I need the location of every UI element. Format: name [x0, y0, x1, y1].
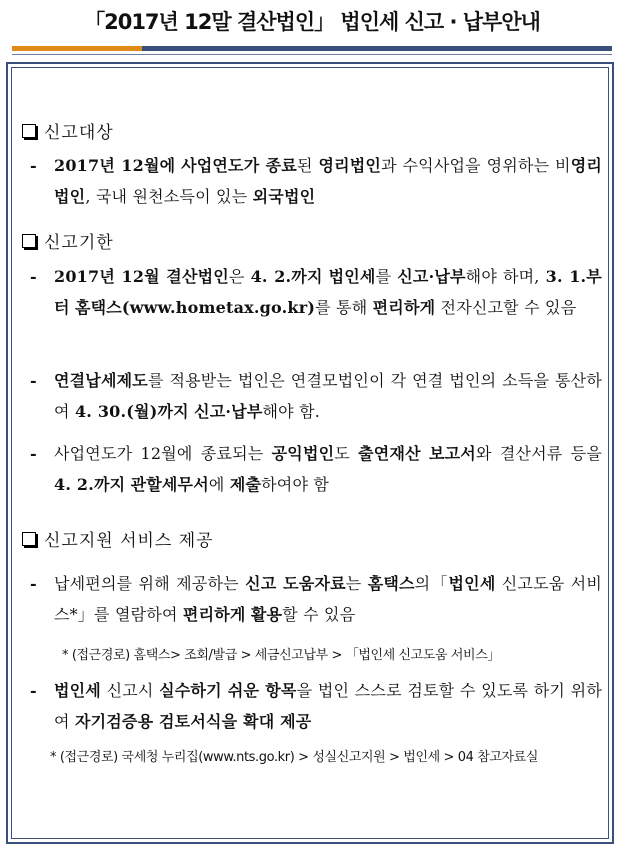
checkbox-icon — [22, 532, 36, 546]
title-underline-accent — [12, 46, 142, 51]
section-title: 신고기한 — [44, 233, 114, 253]
section-heading-target — [22, 118, 114, 143]
checkbox-icon — [22, 234, 36, 248]
dash-marker: - — [30, 156, 37, 175]
list-item-text: 2017년 12월에 사업연도가 종료된 영리법인과 수익사업을 영위하는 비영리법인, 국내 원천소득이 있는 외국법인 — [54, 156, 602, 206]
list-item-text: 연결납세제도를 적용받는 법인은 연결모법인이 각 연결 법인의 소득을 통산하여 4. 30.(월)까지 신고·납부해야 함. — [54, 371, 602, 421]
dash-marker: - — [30, 267, 37, 286]
list-item-text: 2017년 12월 결산법인은 4. 2.까지 법인세를 신고·납부해야 하며, 3. 1.부터 홈택스(www.hometax.go.kr)를 통해 편리하게 전자신고할 수 있음 — [54, 267, 602, 317]
section-title: 신고대상 — [44, 123, 114, 143]
list-item — [30, 261, 602, 323]
section-title: 신고지원 서비스 제공 — [44, 531, 214, 551]
list-item-text: 법인세 신고시 실수하기 쉬운 항목을 법인 스스로 검토할 수 있도록 하기 위하여 자기검증용 검토서식을 확대 제공 — [54, 681, 602, 731]
title-underline-thin — [12, 54, 612, 55]
dash-marker: - — [30, 371, 37, 390]
list-item-text: 납세편의를 위해 제공하는 신고 도움자료는 홈택스의「법인세 신고도움 서비스*」를 열람하여 편리하게 활용할 수 있음 — [54, 574, 602, 624]
note-access-path-hometax: * (접근경로) 홈택스> 조회/발급 > 세금신고납부 > 「법인세 신고도움 서비스」 — [62, 648, 500, 663]
dash-marker: - — [30, 574, 37, 593]
list-item — [30, 365, 602, 427]
list-item — [30, 568, 602, 630]
dash-marker: - — [30, 444, 37, 463]
page-title: 「2017년 12말 결산법인」 법인세 신고 · 납부안내 — [84, 10, 540, 34]
dash-marker: - — [30, 681, 37, 700]
section-heading-deadline — [22, 228, 114, 253]
checkbox-icon — [22, 124, 36, 138]
list-item — [30, 150, 602, 212]
list-item — [30, 675, 602, 737]
list-item-text: 사업연도가 12월에 종료되는 공익법인도 출연재산 보고서와 결산서류 등을 4. 2.까지 관할세무서에 제출하여야 함 — [54, 444, 602, 494]
note-access-path-nts: * (접근경로) 국세청 누리집(www.nts.go.kr) > 성실신고지원 > 법인세 > 04 참고자료실 — [50, 750, 538, 765]
list-item — [30, 438, 602, 500]
section-heading-support — [22, 526, 214, 551]
